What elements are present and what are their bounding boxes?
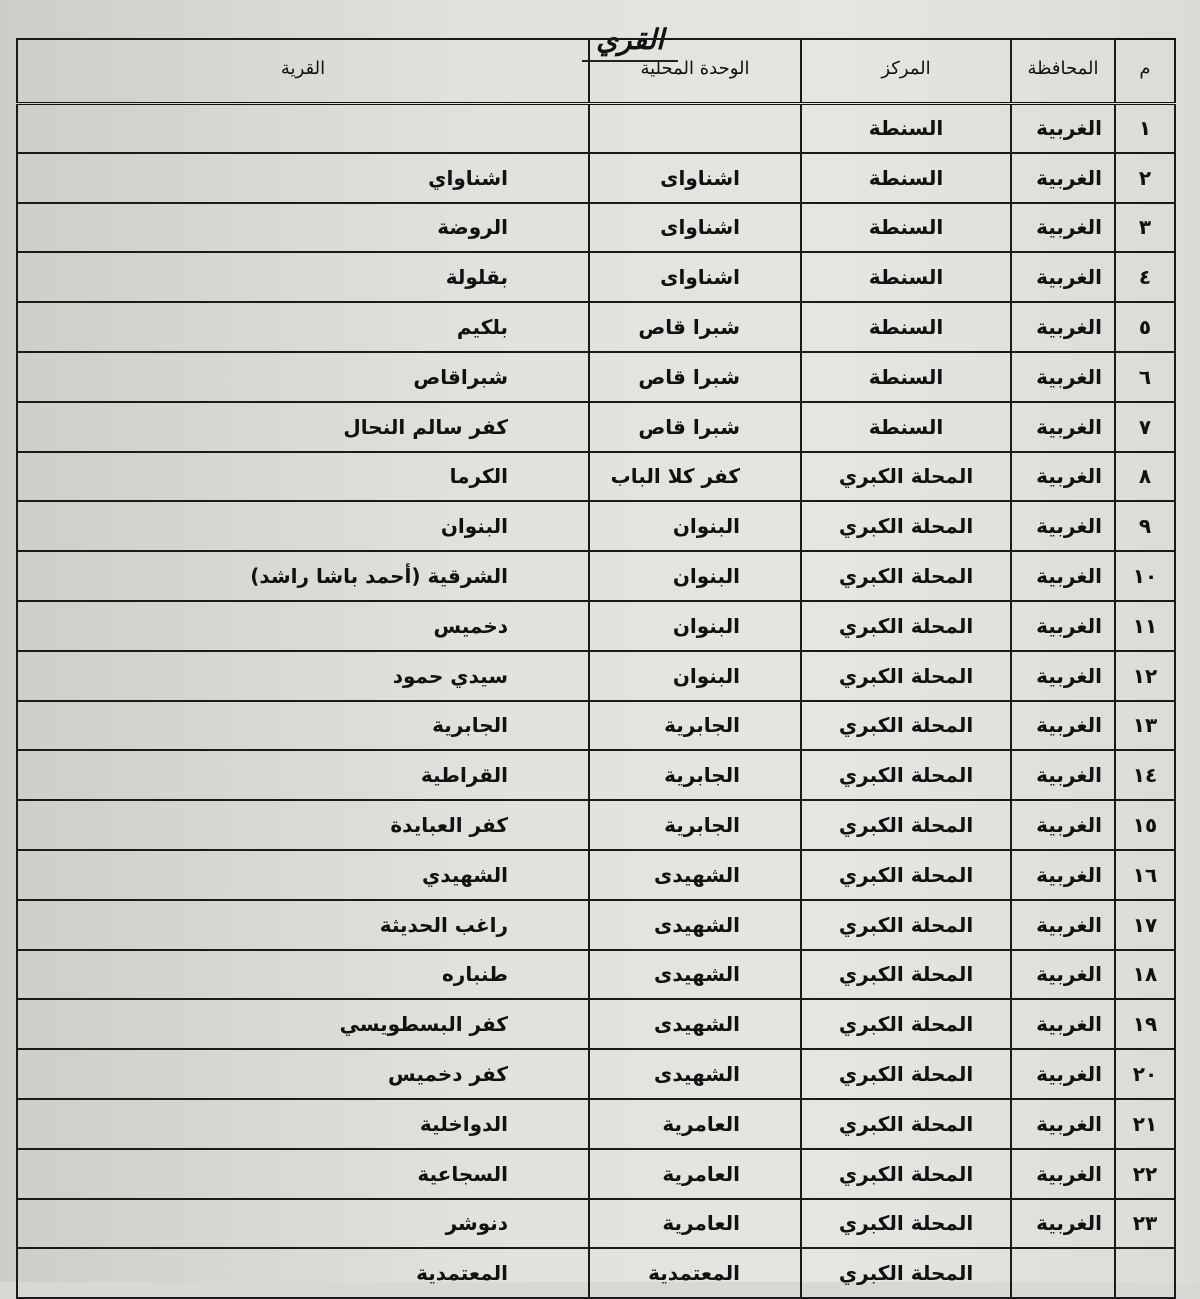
row-num: ٥: [1115, 302, 1175, 352]
row-local-unit: الجابرية: [589, 701, 801, 751]
row-village: [17, 103, 589, 153]
row-governorate: الغربية: [1011, 651, 1115, 701]
row-markaz: المحلة الكبري: [801, 1248, 1011, 1298]
table-row: [17, 900, 1175, 950]
row-markaz: السنطة: [801, 203, 1011, 253]
row-markaz: المحلة الكبري: [801, 651, 1011, 701]
row-num: ١٨: [1115, 950, 1175, 1000]
row-markaz: السنطة: [801, 103, 1011, 153]
row-village: المعتمدية: [17, 1248, 589, 1298]
row-num: ٨: [1115, 452, 1175, 502]
row-markaz: السنطة: [801, 252, 1011, 302]
row-village: الشهيدي: [17, 850, 589, 900]
row-markaz: المحلة الكبري: [801, 601, 1011, 651]
row-governorate: الغربية: [1011, 551, 1115, 601]
row-village: كفر البسطويسي: [17, 999, 589, 1049]
row-num: ٢: [1115, 153, 1175, 203]
row-village: السجاعية: [17, 1149, 589, 1199]
table-row: [17, 701, 1175, 751]
row-num: ١٧: [1115, 900, 1175, 950]
row-governorate: الغربية: [1011, 402, 1115, 452]
row-local-unit: العامرية: [589, 1149, 801, 1199]
row-village: الشرقية (أحمد باشا راشد): [17, 551, 589, 601]
row-governorate: الغربية: [1011, 999, 1115, 1049]
row-village: اشناواي: [17, 153, 589, 203]
row-markaz: المحلة الكبري: [801, 551, 1011, 601]
table-row: [17, 750, 1175, 800]
row-village: الكرما: [17, 452, 589, 502]
row-num: ١٢: [1115, 651, 1175, 701]
row-local-unit: [589, 103, 801, 153]
row-num: ١٩: [1115, 999, 1175, 1049]
row-local-unit: الشهيدى: [589, 900, 801, 950]
row-village: كفر سالم النحال: [17, 402, 589, 452]
header-governorate: المحافظة: [1011, 39, 1115, 103]
row-governorate: الغربية: [1011, 750, 1115, 800]
row-village: الروضة: [17, 203, 589, 253]
row-local-unit: شبرا قاص: [589, 352, 801, 402]
table-row: [17, 203, 1175, 253]
row-markaz: المحلة الكبري: [801, 501, 1011, 551]
table-row: [17, 153, 1175, 203]
row-governorate: الغربية: [1011, 1049, 1115, 1099]
row-num: ٦: [1115, 352, 1175, 402]
row-markaz: المحلة الكبري: [801, 800, 1011, 850]
table-row: [17, 1049, 1175, 1099]
row-local-unit: الشهيدى: [589, 1049, 801, 1099]
row-local-unit: المعتمدية: [589, 1248, 801, 1298]
row-markaz: المحلة الكبري: [801, 1199, 1011, 1249]
row-markaz: المحلة الكبري: [801, 750, 1011, 800]
row-governorate: الغربية: [1011, 103, 1115, 153]
row-village: الجابرية: [17, 701, 589, 751]
row-local-unit: شبرا قاص: [589, 402, 801, 452]
row-num: ١٥: [1115, 800, 1175, 850]
row-markaz: المحلة الكبري: [801, 1099, 1011, 1149]
header-markaz: المركز: [801, 39, 1011, 103]
row-local-unit: البنوان: [589, 551, 801, 601]
row-governorate: الغربية: [1011, 701, 1115, 751]
row-num: ٢٢: [1115, 1149, 1175, 1199]
row-markaz: السنطة: [801, 302, 1011, 352]
header-local-unit: الوحدة المحلية: [589, 39, 801, 103]
row-village: الدواخلية: [17, 1099, 589, 1149]
row-local-unit: البنوان: [589, 501, 801, 551]
row-village: كفر دخميس: [17, 1049, 589, 1099]
row-num: ٣: [1115, 203, 1175, 253]
table-row: [17, 1248, 1175, 1298]
row-local-unit: العامرية: [589, 1199, 801, 1249]
row-governorate: الغربية: [1011, 302, 1115, 352]
row-markaz: المحلة الكبري: [801, 900, 1011, 950]
table-row: [17, 651, 1175, 701]
table-row: [17, 501, 1175, 551]
row-local-unit: اشناواى: [589, 153, 801, 203]
row-local-unit: الشهيدى: [589, 950, 801, 1000]
row-markaz: المحلة الكبري: [801, 999, 1011, 1049]
table-row: [17, 352, 1175, 402]
table-row: [17, 1199, 1175, 1249]
row-governorate: الغربية: [1011, 1149, 1115, 1199]
row-markaz: المحلة الكبري: [801, 701, 1011, 751]
table-row: [17, 252, 1175, 302]
row-governorate: الغربية: [1011, 252, 1115, 302]
row-village: بلكيم: [17, 302, 589, 352]
row-local-unit: العامرية: [589, 1099, 801, 1149]
row-village: شبراقاص: [17, 352, 589, 402]
row-num: ١٦: [1115, 850, 1175, 900]
row-markaz: المحلة الكبري: [801, 452, 1011, 502]
table-row: [17, 800, 1175, 850]
row-governorate: الغربية: [1011, 1099, 1115, 1149]
table-row: [17, 302, 1175, 352]
row-governorate: الغربية: [1011, 800, 1115, 850]
row-local-unit: الشهيدى: [589, 999, 801, 1049]
row-governorate: الغربية: [1011, 950, 1115, 1000]
row-num: ١٠: [1115, 551, 1175, 601]
row-markaz: السنطة: [801, 153, 1011, 203]
row-local-unit: البنوان: [589, 601, 801, 651]
table-row: [17, 402, 1175, 452]
header-num: م: [1115, 39, 1175, 103]
row-governorate: الغربية: [1011, 352, 1115, 402]
page-title: القري: [596, 23, 664, 56]
row-num: ١٤: [1115, 750, 1175, 800]
row-village: دخميس: [17, 601, 589, 651]
row-governorate: الغربية: [1011, 501, 1115, 551]
row-num: ٢١: [1115, 1099, 1175, 1149]
table-header-row: [17, 39, 1175, 103]
row-num: ٧: [1115, 402, 1175, 452]
row-village: بقلولة: [17, 252, 589, 302]
row-num: ٢٣: [1115, 1199, 1175, 1249]
row-village: دنوشر: [17, 1199, 589, 1249]
table-row: [17, 1149, 1175, 1199]
row-local-unit: كفر كلا الباب: [589, 452, 801, 502]
row-num: [1115, 1248, 1175, 1298]
row-local-unit: اشناواى: [589, 252, 801, 302]
row-markaz: السنطة: [801, 402, 1011, 452]
row-governorate: الغربية: [1011, 1199, 1115, 1249]
row-governorate: الغربية: [1011, 203, 1115, 253]
row-markaz: المحلة الكبري: [801, 1049, 1011, 1099]
row-markaz: المحلة الكبري: [801, 950, 1011, 1000]
row-local-unit: اشناواى: [589, 203, 801, 253]
row-local-unit: شبرا قاص: [589, 302, 801, 352]
row-village: راغب الحديثة: [17, 900, 589, 950]
row-village: القراطية: [17, 750, 589, 800]
table-row: [17, 950, 1175, 1000]
table-row: [17, 601, 1175, 651]
row-local-unit: البنوان: [589, 651, 801, 701]
table-body: [17, 103, 1175, 1298]
row-num: ١: [1115, 103, 1175, 153]
row-num: ١١: [1115, 601, 1175, 651]
row-num: ٩: [1115, 501, 1175, 551]
row-num: ٤: [1115, 252, 1175, 302]
row-governorate: الغربية: [1011, 850, 1115, 900]
row-village: كفر العبايدة: [17, 800, 589, 850]
table-row: [17, 850, 1175, 900]
row-village: سيدي حمود: [17, 651, 589, 701]
row-num: ٢٠: [1115, 1049, 1175, 1099]
row-local-unit: الجابرية: [589, 750, 801, 800]
row-governorate: الغربية: [1011, 452, 1115, 502]
row-num: ١٣: [1115, 701, 1175, 751]
row-village: طنباره: [17, 950, 589, 1000]
row-village: البنوان: [17, 501, 589, 551]
villages-table: [16, 38, 1176, 1299]
table-row: [17, 551, 1175, 601]
row-governorate: [1011, 1248, 1115, 1298]
table-row: [17, 1099, 1175, 1149]
row-local-unit: الشهيدى: [589, 850, 801, 900]
row-governorate: الغربية: [1011, 900, 1115, 950]
row-governorate: الغربية: [1011, 601, 1115, 651]
header-village: القرية: [17, 39, 589, 103]
row-markaz: السنطة: [801, 352, 1011, 402]
row-governorate: الغربية: [1011, 153, 1115, 203]
table-row: [17, 452, 1175, 502]
row-markaz: المحلة الكبري: [801, 850, 1011, 900]
table-row: [17, 103, 1175, 153]
table-row: [17, 999, 1175, 1049]
row-markaz: المحلة الكبري: [801, 1149, 1011, 1199]
row-local-unit: الجابرية: [589, 800, 801, 850]
